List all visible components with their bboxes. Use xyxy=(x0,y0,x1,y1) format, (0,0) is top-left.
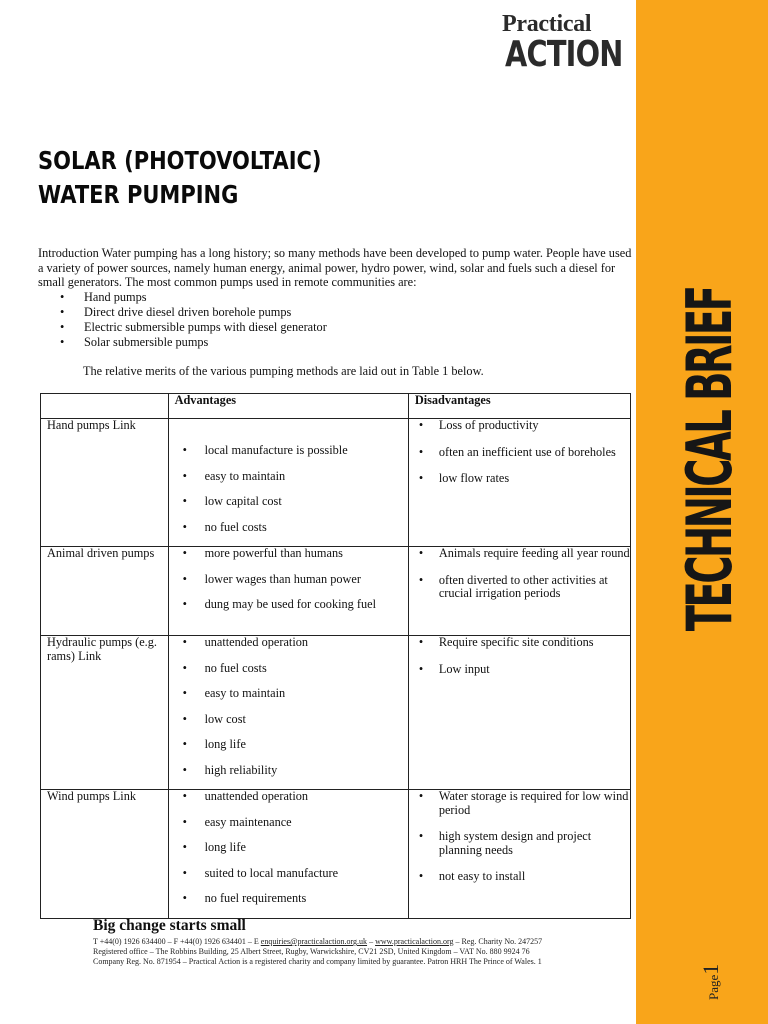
document-title xyxy=(38,144,322,212)
list-item: • lower wages than human power xyxy=(169,573,408,587)
footer-line-3: Company Reg. No. 871954 – Practical Action is a registered charity and company limited by guarantee. Patron HRH The Prince of Wales. 1 xyxy=(93,957,542,967)
logo-line-1: Practical xyxy=(502,11,592,37)
technical-brief-label: TECHNICAL BRIEF xyxy=(673,287,746,632)
list-item: • unattended operation xyxy=(169,636,408,650)
advantages-cell xyxy=(168,547,408,636)
list-item: • high reliability xyxy=(169,764,408,778)
list-item: • Require specific site conditions xyxy=(409,636,630,650)
list-item: • no fuel costs xyxy=(169,521,408,535)
page-number: 1 xyxy=(698,963,723,975)
disadvantages-cell xyxy=(408,636,630,790)
row-label: Hand pumps Link xyxy=(41,419,169,547)
list-item: • long life xyxy=(169,841,408,855)
table-header-disadvantages: Disadvantages xyxy=(408,394,630,419)
list-item: • unattended operation xyxy=(169,790,408,804)
page-word: Page xyxy=(706,974,721,1000)
list-item: • low cost xyxy=(169,713,408,727)
list-item: • Hand pumps xyxy=(60,290,327,305)
list-item: • long life xyxy=(169,738,408,752)
intro-paragraph: Introduction Water pumping has a long history; so many methods have been developed to pump water. People have used a variety of power sources, namely human energy, animal power, hydro power, wind, solar and fuels such a diesel for small generators. The most common pumps used in remote communities are: xyxy=(38,246,632,290)
list-item: • Low input xyxy=(409,663,630,677)
advantages-cell xyxy=(168,790,408,919)
table-header-empty xyxy=(41,394,169,419)
list-item: • more powerful than humans xyxy=(169,547,408,561)
row-label: Hydraulic pumps (e.g. rams) Link xyxy=(41,636,169,790)
table-header-row xyxy=(41,394,631,419)
list-item: • high system design and project planning needs xyxy=(409,830,630,857)
website-link[interactable]: www.practicalaction.org xyxy=(375,937,454,946)
table-header-advantages: Advantages xyxy=(168,394,408,419)
list-item: • Animals require feeding all year round xyxy=(409,547,630,561)
pump-type-list xyxy=(60,290,327,350)
practical-action-logo xyxy=(502,12,652,74)
table-intro-text: The relative merits of the various pumping methods are laid out in Table 1 below. xyxy=(83,364,484,378)
list-item: • easy maintenance xyxy=(169,816,408,830)
email-link[interactable]: enquiries@practicalaction.org.uk xyxy=(260,937,368,946)
list-item: • suited to local manufacture xyxy=(169,867,408,881)
footer-phone-text: T +44(0) 1926 634400 – F +44(0) 1926 634401 – E xyxy=(93,937,261,946)
title-line-1: SOLAR (PHOTOVOLTAIC) xyxy=(38,146,322,175)
page-number-label xyxy=(698,940,738,1000)
footer-line-2: Registered office – The Robbins Building, 25 Albert Street, Rugby, Warwickshire, CV21 2SD, United Kingdom – VAT No. 880 9924 76 xyxy=(93,947,530,957)
table-row xyxy=(41,547,631,636)
list-item: • Water storage is required for low wind period xyxy=(409,790,630,817)
list-item: • easy to maintain xyxy=(169,470,408,484)
table-row xyxy=(41,636,631,790)
list-item: • local manufacture is possible xyxy=(169,444,408,458)
disadvantages-cell xyxy=(408,547,630,636)
list-item: • often an inefficient use of boreholes xyxy=(409,446,630,460)
table-row xyxy=(41,419,631,547)
row-label: Animal driven pumps xyxy=(41,547,169,636)
title-line-2: WATER PUMPING xyxy=(38,180,239,209)
list-item: • often diverted to other activities at crucial irrigation periods xyxy=(409,574,630,601)
list-item: • low flow rates xyxy=(409,472,630,486)
footer-separator: – xyxy=(367,937,376,946)
list-item: • no fuel costs xyxy=(169,662,408,676)
advantages-cell xyxy=(168,636,408,790)
list-item: • dung may be used for cooking fuel xyxy=(169,598,408,612)
list-item: • easy to maintain xyxy=(169,687,408,701)
footer-line-1 xyxy=(93,937,542,947)
list-item: • low capital cost xyxy=(169,495,408,509)
list-item: • Electric submersible pumps with diesel generator xyxy=(60,320,327,335)
footer-charity-text: – Reg. Charity No. 247257 xyxy=(453,937,543,946)
list-item: • not easy to install xyxy=(409,870,630,884)
footer-contact xyxy=(93,937,542,968)
list-item: • Solar submersible pumps xyxy=(60,335,327,350)
footer-slogan: Big change starts small xyxy=(93,917,246,934)
list-item: • Loss of productivity xyxy=(409,419,630,433)
pumping-methods-table xyxy=(40,393,631,919)
list-item: • Direct drive diesel driven borehole pumps xyxy=(60,305,327,320)
disadvantages-cell xyxy=(408,419,630,547)
row-label: Wind pumps Link xyxy=(41,790,169,919)
logo-line-2: ACTION xyxy=(505,34,623,75)
advantages-cell xyxy=(168,419,408,547)
table-row xyxy=(41,790,631,919)
disadvantages-cell xyxy=(408,790,630,919)
list-item: • no fuel requirements xyxy=(169,892,408,906)
